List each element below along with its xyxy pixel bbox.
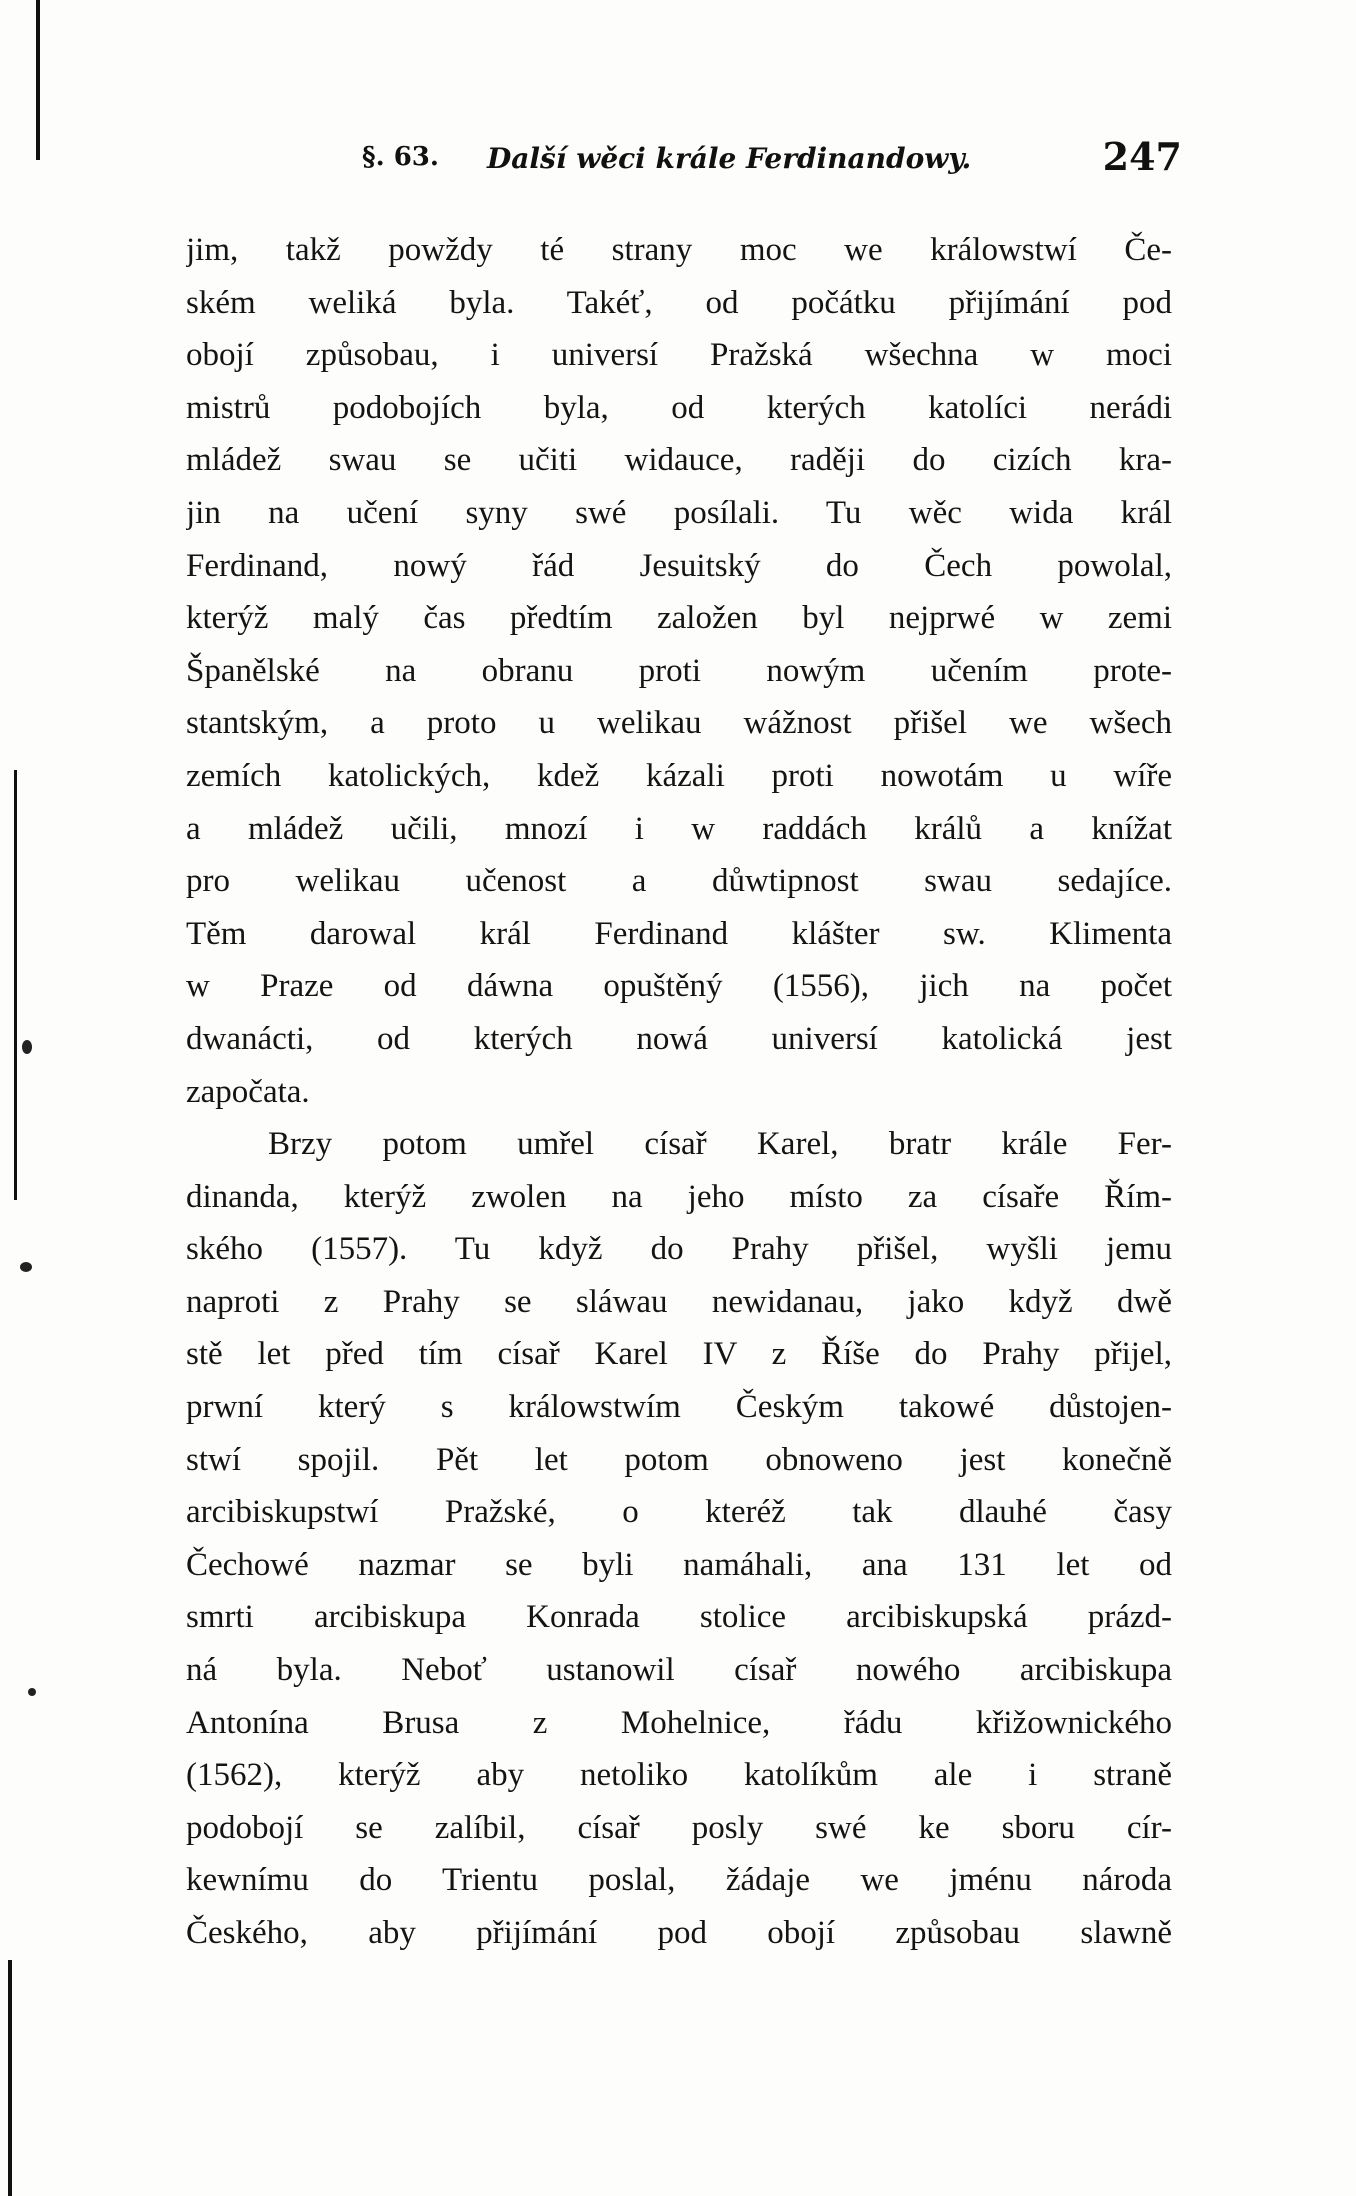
running-header [362, 134, 1182, 190]
ink-blot [20, 1262, 32, 1272]
ink-blot [22, 1040, 32, 1054]
text-line: pro welikau učenost a důwtipnost swau sedajíce. [186, 863, 1172, 900]
text-line: ském weliká byla. Takéť, od počátku přijímání pod [186, 284, 1172, 321]
text-line: mistrů podobojích byla, od kterých katolíci nerádi [186, 389, 1172, 426]
scan-edge-mark [14, 770, 17, 1200]
text-line: Španělské na obranu proti nowým učením prote- [186, 652, 1172, 689]
section-number: §. 63. [362, 142, 439, 172]
text-line: obojí způsobau, i universí Pražská wšechna w moci [186, 337, 1172, 374]
ink-blot [28, 1688, 36, 1696]
text-line: kterýž malý čas předtím založen byl nejprwé w zemi [186, 600, 1172, 637]
text-line: jin na učení syny swé posílali. Tu wěc wida král [186, 494, 1172, 531]
text-line: Antonína Brusa z Mohelnice, řádu křižownického [186, 1704, 1172, 1741]
text-line: Českého, aby přijímání pod obojí způsobau slawně [186, 1915, 1172, 1951]
text-line: stwí spojil. Pět let potom obnoweno jest konečně [186, 1441, 1172, 1478]
text-line: Čechowé nazmar se byli namáhali, ana 131 let od [186, 1546, 1172, 1583]
text-line: naproti z Prahy se sláwau newidanau, jako když dwě [186, 1283, 1172, 1320]
text-line: ského (1557). Tu když do Prahy přišel, wyšli jemu [186, 1231, 1172, 1268]
text-line: kewnímu do Trientu poslal, žádaje we jménu národa [186, 1862, 1172, 1899]
text-line: smrti arcibiskupa Konrada stolice arcibiskupská prázd- [186, 1599, 1172, 1636]
text-line: dinanda, kterýž zwolen na jeho místo za císaře Řím- [186, 1178, 1172, 1215]
scan-edge-mark [36, 0, 40, 160]
text-line: dwanácti, od kterých nowá universí katolická jest [186, 1020, 1172, 1057]
text-line: arcibiskupstwí Pražské, o kteréž tak dlauhé časy [186, 1494, 1172, 1531]
text-line: (1562), kterýž aby netoliko katolíkům ale i straně [186, 1757, 1172, 1794]
text-line: prwní který s králowstwím Českým takowé důstojen- [186, 1389, 1172, 1426]
text-line: jim, takž powždy té strany moc we králowstwí Če- [186, 232, 1172, 268]
text-line: Ferdinand, nowý řád Jesuitský do Čech powolal, [186, 547, 1172, 584]
text-line: Těm darowal král Ferdinand klášter sw. Klimenta [186, 915, 1172, 952]
scan-edge-mark [8, 1960, 12, 2196]
text-line: Brzy potom umřel císař Karel, bratr krále Fer- [268, 1126, 1172, 1163]
text-line: stantským, a proto u welikau wážnost přišel we wšech [186, 705, 1172, 742]
text-line: podobojí se zalíbil, císař posly swé ke sboru cír- [186, 1809, 1172, 1846]
text-line: a mládež učili, mnozí i w raddách králů a knížat [186, 810, 1172, 847]
text-line: ná byla. Neboť ustanowil císař nowého arcibiskupa [186, 1652, 1172, 1689]
running-title: Další wěci krále Ferdinandowy. [487, 142, 972, 175]
text-line: stě let před tím císař Karel IV z Říše do Prahy přijel, [186, 1336, 1172, 1373]
text-line: w Praze od dáwna opuštěný (1556), jich na počet [186, 968, 1172, 1005]
text-line: mládež swau se učiti widauce, raději do cizích kra- [186, 442, 1172, 479]
text-line: zemích katolických, kdež kázali proti nowotám u wíře [186, 757, 1172, 794]
text-line: započata. [186, 1073, 310, 1110]
page-number: 247 [1102, 134, 1182, 179]
body-text [186, 224, 1172, 1960]
